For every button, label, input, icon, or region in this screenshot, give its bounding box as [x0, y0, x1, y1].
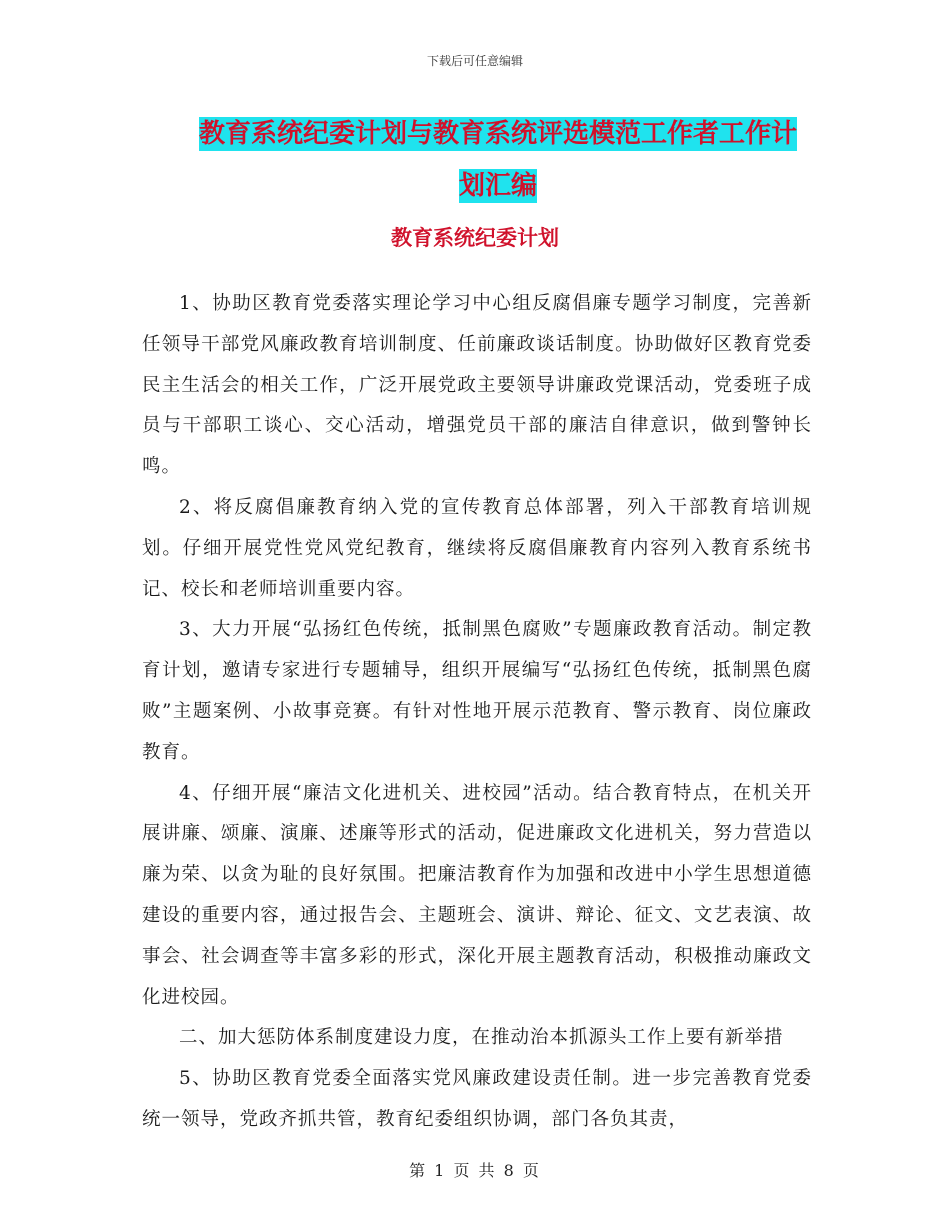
download-note: 下载后可任意编辑 — [426, 54, 523, 68]
paragraph-3: 3、大力开展“弘扬红色传统，抵制黑色腐败”专题廉政教育活动。制定教育计划，邀请专家进行专题辅导，组织开展编写“弘扬红色传统，抵制黑色腐败”主题案例、小故事竞赛。有针对性地开展示范教育、警示教育、岗位廉政教育。 — [142, 619, 812, 763]
paragraph-4: 4、仔细开展“廉洁文化进机关、进校园”活动。结合教育特点，在机关开展讲廉、颂廉、演廉、述廉等形式的活动，促进廉政文化进机关，努力营造以廉为荣、以贪为耻的良好氛围。把廉洁教育作为加强和改进中小学生思想道德建设的重要内容，通过报告会、主题班会、演讲、辩论、征文、文艺表演、故事会、社会调查等丰富多彩的形式，深化开展主题教育活动，积极推动廉政文化进校园。 — [142, 782, 812, 1008]
document-title-line-2: 划汇编 — [458, 171, 537, 201]
page-number: 第 1 页 共 8 页 — [409, 1161, 541, 1180]
body-text — [142, 284, 812, 1141]
paragraph-5: 5、协助区教育党委全面落实党风廉政建设责任制。进一步完善教育党委统一领导，党政齐抓共管，教育纪委组织协调，部门各负其责， — [142, 1068, 812, 1130]
document-title — [192, 108, 804, 212]
section-heading: 教育系统纪委计划 — [391, 226, 559, 250]
paragraph-2: 2、将反腐倡廉教育纳入党的宣传教育总体部署，列入干部教育培训规划。仔细开展党性党风党纪教育，继续将反腐倡廉教育内容列入教育系统书记、校长和老师培训重要内容。 — [142, 496, 812, 600]
document-title-line-1: 教育系统纪委计划与教育系统评选模范工作者工作计 — [198, 119, 797, 149]
paragraph-1: 1、协助区教育党委落实理论学习中心组反腐倡廉专题学习制度，完善新任领导干部党风廉政教育培训制度、任前廉政谈话制度。协助做好区教育党委民主生活会的相关工作，广泛开展党政主要领导讲廉政党课活动，党委班子成员与干部职工谈心、交心活动，增强党员干部的廉洁自律意识，做到警钟长鸣。 — [142, 293, 812, 478]
paragraph-section-two: 二、加大惩防体系制度建设力度，在推动治本抓源头工作上要有新举措 — [179, 1027, 784, 1049]
